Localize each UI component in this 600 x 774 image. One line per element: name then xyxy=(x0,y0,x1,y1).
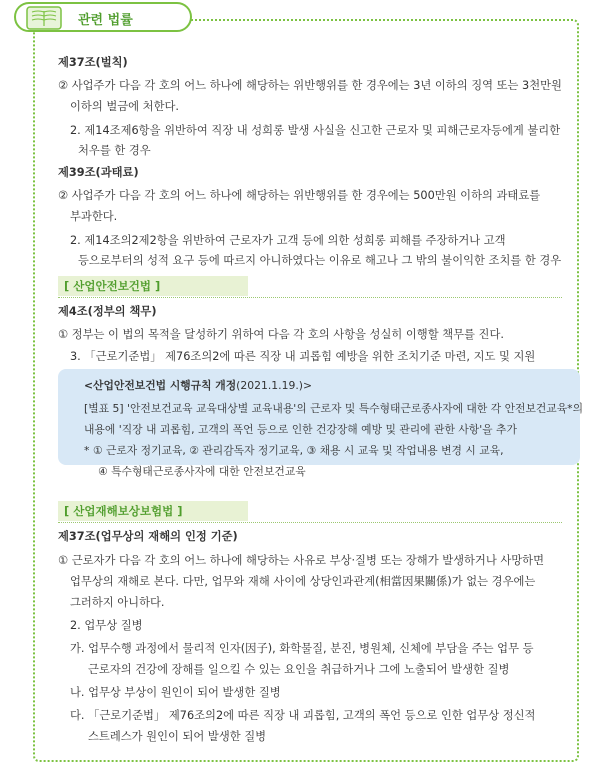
header-tab xyxy=(14,2,192,32)
amendment-note-title xyxy=(84,375,312,396)
amendment-note-title-text: <산업안전보건법 시행규칙 개정 xyxy=(84,379,237,392)
book-icon xyxy=(26,6,62,30)
art37-para2-line2: 이하의 벌금에 처한다. xyxy=(70,100,179,113)
iaci-art37-ga-line2: 근로자의 건강에 장해를 일으킬 수 있는 요인을 취급하거나 그에 노출되어 발생한 질병 xyxy=(88,663,510,676)
section-osh-label: [ 산업안전보건법 ] xyxy=(64,279,161,293)
art37-item2-line1: 2. 제14조제6항을 위반하여 직장 내 성희롱 발생 사실을 신고한 근로자 및 피해근로자등에게 불리한 xyxy=(70,124,561,137)
iaci-art37-da-line2: 스트레스가 원인이 되어 발생한 질병 xyxy=(88,730,267,743)
osh-art4-para1: ① 정부는 이 법의 목적을 달성하기 위하여 다음 각 호의 사항을 성실히 이행할 책무를 진다. xyxy=(58,328,504,341)
art39-title: 제39조(과태료) xyxy=(58,166,139,179)
iaci-art37-ga-line1: 가. 업무수행 과정에서 물리적 인자(因子), 화학물질, 분진, 병원체, 신체에 부담을 주는 업무 등 xyxy=(70,642,534,655)
art37-title: 제37조(벌칙) xyxy=(58,56,128,69)
section-osh-divider xyxy=(58,297,562,299)
iaci-art37-na: 나. 업무상 부상이 원인이 되어 발생한 질병 xyxy=(70,686,281,699)
section-iaci-divider xyxy=(58,522,562,524)
osh-art4-title: 제4조(정부의 책무) xyxy=(58,305,157,318)
iaci-art37-para1-line3: 그러하지 아니하다. xyxy=(70,596,165,609)
iaci-art37-para1-line2: 업무상의 재해로 본다. 다만, 업무와 재해 사이에 상당인과관계(相當因果關係)가 없는 경우에는 xyxy=(70,575,536,588)
amendment-note-line3: * ① 근로자 정기교육, ② 관리감독자 정기교육, ③ 채용 시 교육 및 작업내용 변경 시 교육, xyxy=(84,444,504,457)
amendment-note-line1: [별표 5] '안전보건교육 교육대상별 교육내용'의 근로자 및 특수형태근로종사자에 대한 각 안전보건교육*의 xyxy=(84,402,583,415)
art39-item2-line1: 2. 제14조의2제2항을 위반하여 근로자가 고객 등에 의한 성희롱 피해를 주장하거나 고객 xyxy=(70,234,506,247)
iaci-art37-da-line1: 다. 「근로기준법」 제76조의2에 따른 직장 내 괴롭힘, 고객의 폭언 등으로 인한 업무상 정신적 xyxy=(70,709,536,722)
art39-para2-line1: ② 사업주가 다음 각 호의 어느 하나에 해당하는 위반행위를 한 경우에는 500만원 이하의 과태료를 xyxy=(58,189,541,202)
iaci-art37-title: 제37조(업무상의 재해의 인정 기준) xyxy=(58,530,238,543)
section-iaci-label: [ 산업재해보상보험법 ] xyxy=(64,504,183,518)
iaci-art37-item2: 2. 업무상 질병 xyxy=(70,619,143,632)
art37-para2-line1: ② 사업주가 다음 각 호의 어느 하나에 해당하는 위반행위를 한 경우에는 3년 이하의 징역 또는 3천만원 xyxy=(58,79,562,92)
header-label: 관련 법률 xyxy=(78,13,133,28)
art39-para2-line2: 부과한다. xyxy=(70,210,118,223)
art39-item2-line2: 등으로부터의 성적 요구 등에 따르지 아니하였다는 이유로 해고나 그 밖의 불이익한 조치를 한 경우 xyxy=(78,254,562,267)
art37-item2-line2: 처우를 한 경우 xyxy=(78,144,151,157)
osh-art4-item3: 3. 「근로기준법」 제76조의2에 따른 직장 내 괴롭힘 예방을 위한 조치기준 마련, 지도 및 지원 xyxy=(70,350,536,363)
amendment-note-line2: 내용에 '직장 내 괴롭힘, 고객의 폭언 등으로 인한 건강장해 예방 및 관리에 관한 사항'을 추가 xyxy=(84,423,517,436)
amendment-note-line4: ④ 특수형태근로종사자에 대한 안전보건교육 xyxy=(98,465,306,478)
amendment-note-date: (2021.1.19.)> xyxy=(236,379,313,392)
iaci-art37-para1-line1: ① 근로자가 다음 각 호의 어느 하나에 해당하는 사유로 부상·질병 또는 장해가 발생하거나 사망하면 xyxy=(58,554,545,567)
